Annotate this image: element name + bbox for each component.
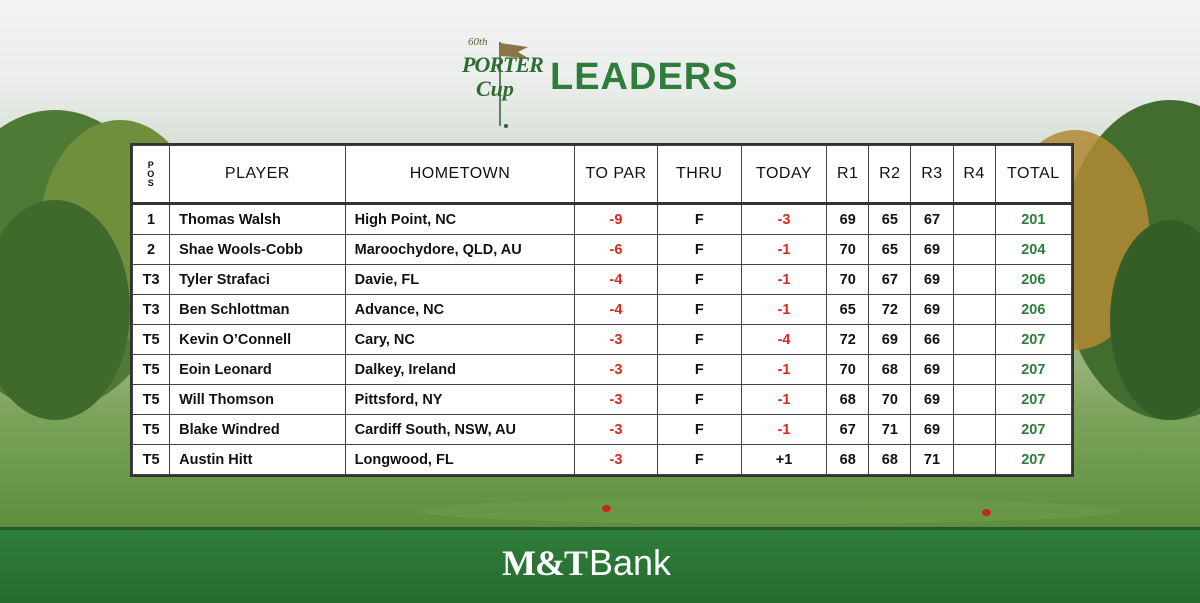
to-par-cell: -6 — [575, 235, 657, 265]
round3-cell: 71 — [911, 445, 953, 475]
pos-cell: T5 — [133, 355, 170, 385]
round4-cell — [953, 445, 995, 475]
today-cell: -1 — [741, 415, 826, 445]
table-row — [133, 265, 1072, 295]
thru-cell: F — [657, 385, 741, 415]
total-cell: 206 — [995, 265, 1071, 295]
hometown-cell: Advance, NC — [345, 295, 575, 325]
pos-cell: T5 — [133, 415, 170, 445]
col-header-r2: R2 — [869, 146, 911, 204]
tee-box — [420, 498, 1120, 524]
round2-cell: 68 — [869, 355, 911, 385]
round1-cell: 68 — [827, 385, 869, 415]
round4-cell — [953, 355, 995, 385]
round3-cell: 66 — [911, 325, 953, 355]
thru-cell: F — [657, 295, 741, 325]
table-row — [133, 385, 1072, 415]
player-cell: Eoin Leonard — [170, 355, 346, 385]
col-header-r3: R3 — [911, 146, 953, 204]
round4-cell — [953, 295, 995, 325]
to-par-cell: -3 — [575, 325, 657, 355]
pos-cell: T5 — [133, 325, 170, 355]
to-par-cell: -9 — [575, 204, 657, 235]
today-cell: -1 — [741, 295, 826, 325]
round1-cell: 65 — [827, 295, 869, 325]
to-par-cell: -3 — [575, 385, 657, 415]
sponsor-mark: M&T — [502, 543, 587, 583]
col-header-player: PLAYER — [170, 146, 346, 204]
round4-cell — [953, 235, 995, 265]
thru-cell: F — [657, 265, 741, 295]
total-cell: 207 — [995, 385, 1071, 415]
round4-cell — [953, 415, 995, 445]
round1-cell: 70 — [827, 355, 869, 385]
table-row — [133, 295, 1072, 325]
to-par-cell: -3 — [575, 355, 657, 385]
hometown-cell: Pittsford, NY — [345, 385, 575, 415]
pos-cell: T5 — [133, 445, 170, 475]
round3-cell: 69 — [911, 295, 953, 325]
mt-bank-logo — [502, 542, 671, 584]
hometown-cell: Maroochydore, QLD, AU — [345, 235, 575, 265]
to-par-cell: -3 — [575, 445, 657, 475]
thru-cell: F — [657, 415, 741, 445]
leaderboard — [130, 143, 1074, 477]
table-row — [133, 445, 1072, 475]
table-row — [133, 355, 1072, 385]
col-header-thru: THRU — [657, 146, 741, 204]
to-par-cell: -4 — [575, 295, 657, 325]
player-cell: Blake Windred — [170, 415, 346, 445]
total-cell: 207 — [995, 355, 1071, 385]
player-cell: Austin Hitt — [170, 445, 346, 475]
hometown-cell: Cardiff South, NSW, AU — [345, 415, 575, 445]
round2-cell: 70 — [869, 385, 911, 415]
col-header-r4: R4 — [953, 146, 995, 204]
sponsor-footer — [0, 527, 1200, 603]
round3-cell: 69 — [911, 415, 953, 445]
round4-cell — [953, 265, 995, 295]
round4-cell — [953, 325, 995, 355]
today-cell: -4 — [741, 325, 826, 355]
today-cell: -1 — [741, 235, 826, 265]
round2-cell: 68 — [869, 445, 911, 475]
player-cell: Shae Wools-Cobb — [170, 235, 346, 265]
total-cell: 204 — [995, 235, 1071, 265]
today-cell: -1 — [741, 265, 826, 295]
table-row — [133, 204, 1072, 235]
logo-anniversary: 60th — [468, 36, 488, 48]
col-header-today: TODAY — [741, 146, 826, 204]
round1-cell: 72 — [827, 325, 869, 355]
round4-cell — [953, 385, 995, 415]
thru-cell: F — [657, 325, 741, 355]
col-header-hometown: HOMETOWN — [345, 146, 575, 204]
sponsor-name: Bank — [588, 542, 672, 583]
thru-cell: F — [657, 445, 741, 475]
pos-cell: T3 — [133, 265, 170, 295]
round1-cell: 69 — [827, 204, 869, 235]
today-cell: -3 — [741, 204, 826, 235]
player-cell: Kevin O’Connell — [170, 325, 346, 355]
pos-cell: T3 — [133, 295, 170, 325]
col-header-to-par: TO PAR — [575, 146, 657, 204]
round2-cell: 71 — [869, 415, 911, 445]
table-row — [133, 325, 1072, 355]
round2-cell: 65 — [869, 204, 911, 235]
thru-cell: F — [657, 235, 741, 265]
round1-cell: 68 — [827, 445, 869, 475]
round2-cell: 65 — [869, 235, 911, 265]
round1-cell: 67 — [827, 415, 869, 445]
round3-cell: 69 — [911, 235, 953, 265]
col-header-r1: R1 — [827, 146, 869, 204]
col-header-total: TOTAL — [995, 146, 1071, 204]
round3-cell: 69 — [911, 265, 953, 295]
logo-word-cup: Cup — [476, 76, 514, 101]
total-cell: 206 — [995, 295, 1071, 325]
porter-cup-logo — [460, 36, 543, 128]
round1-cell: 70 — [827, 235, 869, 265]
header — [0, 28, 1200, 128]
col-header-pos: P O S — [133, 146, 170, 204]
hometown-cell: Davie, FL — [345, 265, 575, 295]
player-cell: Thomas Walsh — [170, 204, 346, 235]
leaderboard-table — [132, 145, 1072, 475]
round1-cell: 70 — [827, 265, 869, 295]
today-cell: -1 — [741, 385, 826, 415]
player-cell: Tyler Strafaci — [170, 265, 346, 295]
table-row — [133, 415, 1072, 445]
thru-cell: F — [657, 355, 741, 385]
hometown-cell: High Point, NC — [345, 204, 575, 235]
total-cell: 201 — [995, 204, 1071, 235]
tee-marker — [602, 505, 611, 512]
to-par-cell: -3 — [575, 415, 657, 445]
logo-word-porter: PORTER — [462, 52, 543, 77]
round2-cell: 67 — [869, 265, 911, 295]
round2-cell: 69 — [869, 325, 911, 355]
pos-cell: T5 — [133, 385, 170, 415]
round4-cell — [953, 204, 995, 235]
header-row — [133, 146, 1072, 204]
round3-cell: 69 — [911, 385, 953, 415]
tee-marker — [982, 509, 991, 516]
today-cell: +1 — [741, 445, 826, 475]
pos-cell: 1 — [133, 204, 170, 235]
table-row — [133, 235, 1072, 265]
thru-cell: F — [657, 204, 741, 235]
total-cell: 207 — [995, 445, 1071, 475]
player-cell: Ben Schlottman — [170, 295, 346, 325]
pos-cell: 2 — [133, 235, 170, 265]
hometown-cell: Cary, NC — [345, 325, 575, 355]
total-cell: 207 — [995, 415, 1071, 445]
page-title: LEADERS — [550, 56, 739, 98]
round3-cell: 69 — [911, 355, 953, 385]
today-cell: -1 — [741, 355, 826, 385]
hometown-cell: Longwood, FL — [345, 445, 575, 475]
total-cell: 207 — [995, 325, 1071, 355]
round3-cell: 67 — [911, 204, 953, 235]
round2-cell: 72 — [869, 295, 911, 325]
hometown-cell: Dalkey, Ireland — [345, 355, 575, 385]
player-cell: Will Thomson — [170, 385, 346, 415]
to-par-cell: -4 — [575, 265, 657, 295]
